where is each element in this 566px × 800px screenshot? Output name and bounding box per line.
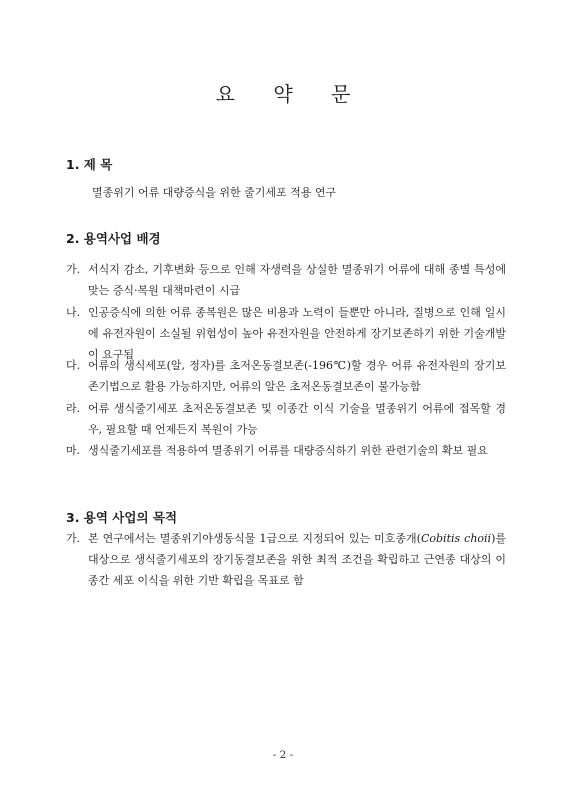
list-marker: 가.: [66, 532, 81, 545]
list-item: [66, 355, 506, 397]
list-item: [66, 398, 506, 440]
page-number: - 2 -: [272, 749, 294, 761]
section-heading-background: 2. 용역사업 배경: [66, 231, 161, 246]
list-item: [66, 440, 506, 461]
section-heading-title: 1. 제 목: [66, 157, 113, 172]
section-heading-purpose: 3. 용역 사업의 목적: [66, 510, 178, 525]
list-item-text: 어류의 생식세포(알, 정자)를 초저온동결보존(-196℃)할 경우 어류 유전자원의 장기보존기법으로 활용 가능하지만, 어류의 알은 초저온동결보존이 불가능함: [88, 359, 506, 393]
project-title-text: 멸종위기 어류 대량증식을 위한 줄기세포 적용 연구: [92, 186, 337, 199]
list-item-text: 인공증식에 의한 어류 종복원은 많은 비용과 노력이 들뿐만 아니라, 질병으로 인해 일시에 유전자원이 소실될 위험성이 높아 유전자원을 안전하게 장기보존하기 위한 기술개발이 요구됨: [88, 306, 506, 361]
list-item: [66, 528, 506, 591]
list-item-text: 어류 생식줄기세포 초저온동결보존 및 이종간 이식 기술을 멸종위기 어류에 접목할 경우, 필요할 때 언제든지 복원이 가능: [88, 402, 506, 436]
list-item-text: [88, 528, 506, 591]
list-marker: 가.: [66, 263, 81, 276]
species-name: Cobitis choii: [420, 532, 492, 545]
page-title: 요 약 문: [215, 82, 367, 106]
list-marker: 마.: [66, 444, 81, 457]
list-item-text: 생식줄기세포를 적용하여 멸종위기 어류를 대량증식하기 위한 관련기술의 확보 필요: [88, 444, 488, 457]
list-item: [66, 259, 506, 301]
list-marker: 라.: [66, 402, 81, 415]
list-marker: 다.: [66, 359, 81, 372]
purpose-text-before: 본 연구에서는 멸종위기야생동식물 1급으로 지정되어 있는 미호종개(: [88, 532, 421, 545]
list-item-text: 서식지 감소, 기후변화 등으로 인해 자생력을 상실한 멸종위기 어류에 대해 종별 특성에 맞는 증식·복원 대책마련이 시급: [88, 263, 506, 297]
list-marker: 나.: [66, 306, 81, 319]
purpose-text-after: )를 대상으로 생식줄기세포의 장기동결보존을 위한 최적 조건을 확립하고 근연종 대상의 이종간 세포 이식을 위한 기반 확립을 목표로 함: [88, 532, 506, 587]
